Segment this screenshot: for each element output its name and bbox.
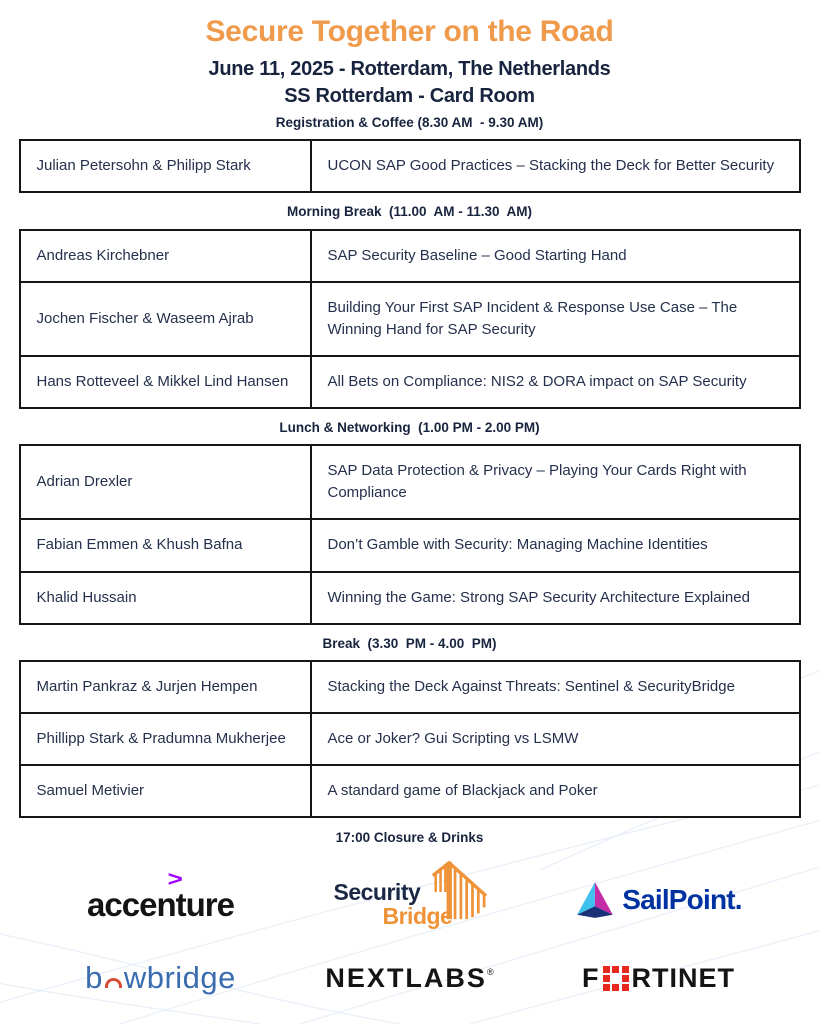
- section-label-break: Break (3.30 PM - 4.00 PM): [322, 635, 497, 651]
- accenture-wordmark: accenture: [87, 886, 234, 924]
- speaker-cell: Martin Pankraz & Jurjen Hempen: [20, 661, 311, 713]
- table-row: [20, 282, 800, 356]
- speaker-cell: Hans Rotteveel & Mikkel Lind Hansen: [20, 356, 311, 408]
- speaker-cell: Phillipp Stark & Pradumna Mukherjee: [20, 713, 311, 765]
- closing-label: 17:00 Closure & Drinks: [335, 830, 484, 846]
- topic-cell: All Bets on Compliance: NIS2 & DORA impact on SAP Security: [311, 356, 800, 408]
- bowbridge-logo: [85, 960, 236, 996]
- accenture-arrow-icon: >: [167, 868, 184, 892]
- session-table-late-afternoon: [19, 660, 801, 818]
- section-label-morning-break: Morning Break (11.00 AM - 11.30 AM): [286, 204, 533, 220]
- accenture-logo: [87, 868, 234, 924]
- topic-cell: SAP Data Protection & Privacy – Playing Your Cards Right with Compliance: [311, 445, 800, 519]
- section-label-lunch: Lunch & Networking (1.00 PM - 2.00 PM): [279, 419, 540, 435]
- topic-cell: A standard game of Blackjack and Poker: [311, 765, 800, 817]
- table-row: [20, 519, 800, 571]
- speaker-cell: Samuel Metivier: [20, 765, 311, 817]
- topic-cell: Building Your First SAP Incident & Response Use Case – The Winning Hand for SAP Security: [311, 282, 800, 356]
- table-row: [20, 661, 800, 713]
- nextlabs-logo: [325, 963, 493, 994]
- speaker-cell: Andreas Kirchebner: [20, 230, 311, 282]
- sailpoint-wordmark: SailPoint.: [622, 884, 742, 916]
- topic-cell: Winning the Game: Strong SAP Security Architecture Explained: [311, 572, 800, 624]
- bowbridge-word-pre: b: [85, 960, 103, 996]
- topic-cell: Ace or Joker? Gui Scripting vs LSMW: [311, 713, 800, 765]
- event-date-location: June 11, 2025 - Rotterdam, The Netherlands: [208, 57, 611, 80]
- sailpoint-logo: [575, 881, 742, 919]
- securitybridge-word-bottom: Bridge: [382, 903, 453, 930]
- bow-arc-icon: [105, 978, 122, 988]
- fortinet-grid-o-icon: [603, 966, 629, 991]
- securitybridge-word-top: Security: [333, 879, 421, 906]
- session-table-afternoon: [19, 444, 801, 624]
- bowbridge-word-post: wbridge: [123, 960, 236, 996]
- table-row: [20, 713, 800, 765]
- topic-cell: UCON SAP Good Practices – Stacking the Deck for Better Security: [311, 140, 800, 192]
- table-row: [20, 572, 800, 624]
- fortinet-word-pre: F: [582, 962, 600, 993]
- section-label-registration: Registration & Coffee (8.30 AM - 9.30 AM): [275, 114, 544, 130]
- speaker-cell: Khalid Hussain: [20, 572, 311, 624]
- event-venue: SS Rotterdam - Card Room: [284, 84, 535, 107]
- securitybridge-logo: [334, 865, 486, 935]
- speaker-cell: Fabian Emmen & Khush Bafna: [20, 519, 311, 571]
- speaker-cell: Julian Petersohn & Philipp Stark: [20, 140, 311, 192]
- table-row: [20, 445, 800, 519]
- sponsor-logos: [36, 859, 783, 1009]
- table-row: [20, 140, 800, 192]
- page-title: Secure Together on the Road: [205, 15, 614, 48]
- nextlabs-wordmark: NEXTLABS: [325, 962, 487, 993]
- speaker-cell: Jochen Fischer & Waseem Ajrab: [20, 282, 311, 356]
- table-row: [20, 765, 800, 817]
- session-table-registration: [19, 139, 801, 193]
- table-row: [20, 230, 800, 282]
- fortinet-word-post: RTINET: [631, 962, 735, 993]
- speaker-cell: Adrian Drexler: [20, 445, 311, 519]
- topic-cell: Don’t Gamble with Security: Managing Machine Identities: [311, 519, 800, 571]
- fortinet-logo: [582, 963, 735, 994]
- sail-icon: [575, 881, 617, 919]
- topic-cell: SAP Security Baseline – Good Starting Hand: [311, 230, 800, 282]
- registered-mark: ®: [486, 966, 494, 977]
- session-table-morning: [19, 229, 801, 409]
- topic-cell: Stacking the Deck Against Threats: Sentinel & SecurityBridge: [311, 661, 800, 713]
- table-row: [20, 356, 800, 408]
